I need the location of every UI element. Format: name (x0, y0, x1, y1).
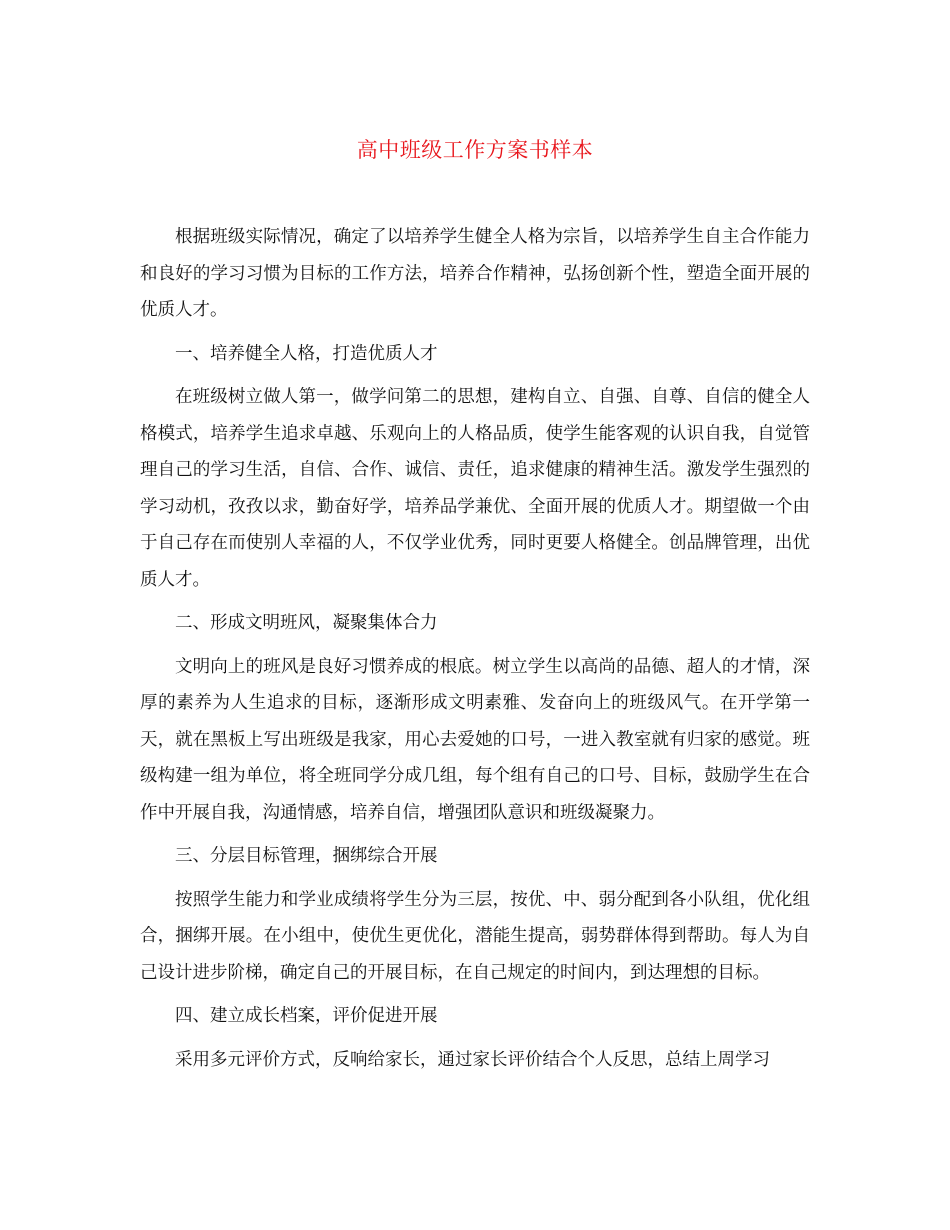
paragraph-gap (140, 598, 810, 605)
intro-paragraph: 根据班级实际情况，确定了以培养学生健全人格为宗旨，以培养学生自主合作能力和良好的学习习惯为目标的工作方法，培养合作精神，弘扬创新个性，塑造全面开展的优质人才。 (140, 227, 810, 320)
section-heading-2: 二、形成文明班风，凝聚集体合力 (175, 613, 438, 633)
section-heading-1: 一、培养健全人格，打造优质人才 (175, 343, 438, 364)
paragraph-gap (140, 831, 810, 838)
section-body-2: 文明向上的班风是良好习惯养成的根底。树立学生以高尚的品德、超人的才情，深厚的素养为人生追求的目标，逐渐形成文明素雅、发奋向上的班级风气。在开学第一天，就在黑板上写出班级是我家，用心去爱她的口号，一进入教室就有归家的感觉。班级构建一组为单位，将全班同学分成几组，每个组有自己的口号、目标，鼓励学生在合作中开展自我，沟通情感，培养自信，增强团队意识和班级凝聚力。 (140, 656, 810, 823)
paragraph-gap (140, 372, 810, 379)
section-heading-4: 四、建立成长档案，评价促进开展 (175, 1006, 438, 1026)
document-body (140, 219, 810, 1078)
section-heading-3: 三、分层目标管理，捆绑综合开展 (175, 846, 438, 866)
paragraph-gap (140, 991, 810, 998)
document-title: 高中班级工作方案书样本 (356, 138, 594, 162)
paragraph-gap (140, 329, 810, 336)
paragraph-gap (140, 875, 810, 882)
section-body-3: 按照学生能力和学业成绩将学生分为三层，按优、中、弱分配到各小队组，优化组合，捆绑开展。在小组中，使优生更优化，潜能生提高，弱势群体得到帮助。每人为自己设计进步阶梯，确定自己的开展目标，在自己规定的时间内，到达理想的目标。 (140, 889, 810, 983)
paragraph-gap (140, 1035, 810, 1042)
section-body-1: 在班级树立做人第一，做学问第二的思想，建构自立、自强、自尊、自信的健全人格模式，培养学生追求卓越、乐观向上的人格品质，使学生能客观的认识自我，自觉管理自己的学习生活，自信、合作、诚信、责任，追求健康的精神生活。激发学生强烈的学习动机，孜孜以求，勤奋好学，培养品学兼优、全面开展的优质人才。期望做一个由于自己存在而使别人幸福的人，不仅学业优秀，同时更要人格健全。创品牌管理，出优质人才。 (140, 387, 810, 590)
paragraph-gap (140, 642, 810, 649)
section-body-4: 采用多元评价方式，反响给家长，通过家长评价结合个人反思，总结上周学习 (175, 1049, 770, 1070)
